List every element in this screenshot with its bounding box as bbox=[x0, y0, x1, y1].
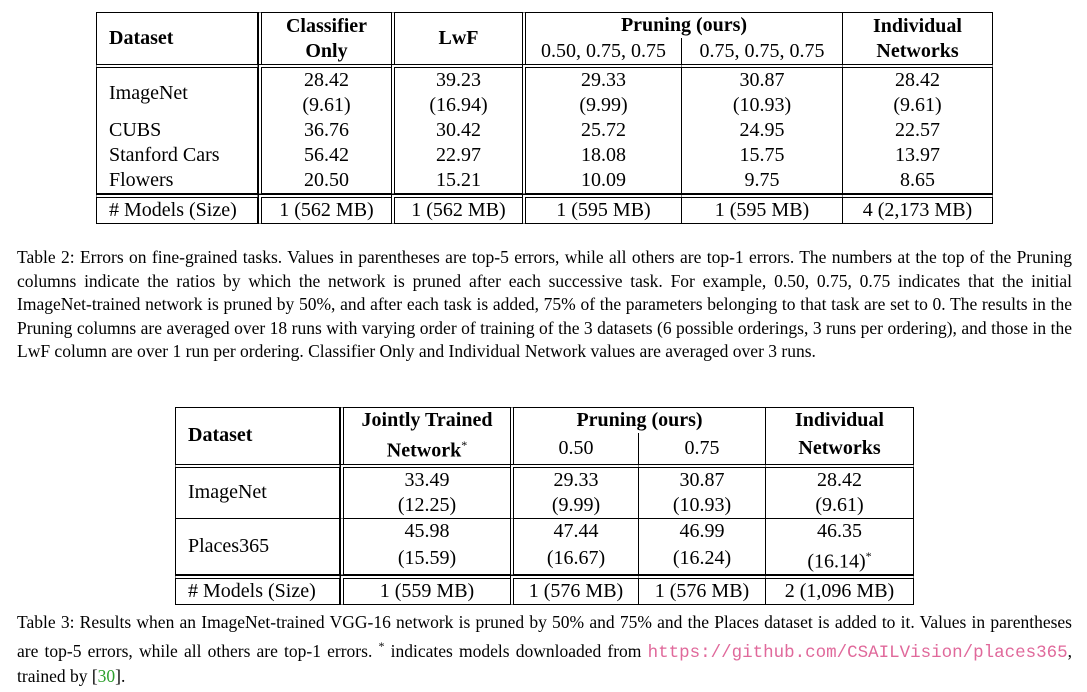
cell: (9.99) bbox=[522, 93, 681, 118]
table2-header-individual: Individual Networks bbox=[843, 12, 993, 64]
cell: 15.75 bbox=[681, 143, 843, 168]
caption-text: ]. bbox=[115, 665, 126, 686]
cell: (10.93) bbox=[681, 93, 843, 118]
table3-header-pruning-sub1: 0.50 bbox=[510, 433, 638, 464]
cell: 9.75 bbox=[681, 168, 843, 194]
cell: 46.35 bbox=[766, 518, 914, 544]
row-label: ImageNet bbox=[175, 464, 340, 518]
cell: 29.33 bbox=[510, 464, 638, 493]
cell: 30.42 bbox=[391, 118, 522, 143]
cell: 29.33 bbox=[522, 64, 681, 93]
cell: 28.42 bbox=[258, 64, 391, 93]
table3-header-individual-line1: Individual bbox=[766, 407, 914, 433]
table3-caption bbox=[17, 611, 1072, 688]
cell: 1 (559 MB) bbox=[340, 575, 510, 605]
table-row bbox=[175, 518, 914, 544]
table2-header-classifier-only: Classifier Only bbox=[258, 12, 391, 64]
cell: 10.09 bbox=[522, 168, 681, 194]
table3-header-joint-line2 bbox=[340, 433, 510, 464]
cell: 36.76 bbox=[258, 118, 391, 143]
cell: 28.42 bbox=[843, 64, 993, 93]
cell: (16.24) bbox=[638, 544, 766, 576]
cell: 4 (2,173 MB) bbox=[843, 194, 993, 224]
cell: (10.93) bbox=[638, 493, 766, 518]
cell: 24.95 bbox=[681, 118, 843, 143]
cell: 45.98 bbox=[340, 518, 510, 544]
table3-header-pruning-sub2: 0.75 bbox=[638, 433, 766, 464]
table2-caption: Table 2: Errors on fine-grained tasks. Values in parentheses are top-5 errors, while all others are top-1 errors. The numbers at the top of the Pruning columns indicate the ratios by which the network is pruned after each successive task. For example, 0.50, 0.75, 0.75 indicates that the initial ImageNet-trained network is pruned by 50%, and after each task is added, 75% of the parameters belonging to that task are set to 0. The results in the Pruning columns are averaged over 18 runs with varying order of training of the 3 datasets (6 possible orderings, 3 runs per ordering), and those in the LwF column are over 1 run per ordering. Classifier Only and Individual Network values are averaged over 3 runs. bbox=[17, 247, 1072, 361]
github-link[interactable]: https://github.com/CSAILVision/places365 bbox=[647, 642, 1068, 663]
table3-header-joint-line1: Jointly Trained bbox=[340, 407, 510, 433]
cell: 1 (562 MB) bbox=[391, 194, 522, 224]
cell: 56.42 bbox=[258, 143, 391, 168]
cell: (15.59) bbox=[340, 544, 510, 576]
table2-header-pruning-sub2: 0.75, 0.75, 0.75 bbox=[681, 38, 843, 64]
caption-text: Table 3: Results when an ImageNet-trained VGG-16 network is pruned by 50% and 75% and the Places dataset is added to it. Values in parentheses are top-5 errors, while all others are top-1 errors. bbox=[17, 612, 1072, 661]
table2-header-pruning-sub1: 0.50, 0.75, 0.75 bbox=[522, 38, 681, 64]
cell: 20.50 bbox=[258, 168, 391, 194]
caption-text: , trained by [ bbox=[17, 640, 1073, 686]
table-row-models bbox=[175, 575, 914, 605]
table-2 bbox=[96, 12, 993, 224]
table3-header-dataset: Dataset bbox=[175, 407, 340, 464]
cell: 15.21 bbox=[391, 168, 522, 194]
cell: (9.61) bbox=[258, 93, 391, 118]
cell: 1 (562 MB) bbox=[258, 194, 391, 224]
cell: 47.44 bbox=[510, 518, 638, 544]
cell: 46.99 bbox=[638, 518, 766, 544]
cell: 1 (576 MB) bbox=[510, 575, 638, 605]
cell: 13.97 bbox=[843, 143, 993, 168]
table-row bbox=[175, 464, 914, 493]
cell: (12.25) bbox=[340, 493, 510, 518]
table-row bbox=[96, 168, 993, 194]
cell: (9.61) bbox=[766, 493, 914, 518]
cell: 22.57 bbox=[843, 118, 993, 143]
table2-header-lwf: LwF bbox=[391, 12, 522, 64]
row-label: CUBS bbox=[96, 118, 258, 143]
table-row bbox=[96, 143, 993, 168]
cell bbox=[766, 544, 914, 576]
cell: 25.72 bbox=[522, 118, 681, 143]
cell: 8.65 bbox=[843, 168, 993, 194]
cell: (9.61) bbox=[843, 93, 993, 118]
table3-header-individual-line2: Networks bbox=[766, 433, 914, 464]
cell: 1 (576 MB) bbox=[638, 575, 766, 605]
row-label: Places365 bbox=[175, 518, 340, 576]
asterisk-mark: * bbox=[865, 548, 872, 563]
cell: (9.99) bbox=[510, 493, 638, 518]
table-row-models bbox=[96, 194, 993, 224]
cell: 18.08 bbox=[522, 143, 681, 168]
cell: 33.49 bbox=[340, 464, 510, 493]
cell-value: (16.14) bbox=[807, 550, 866, 573]
table-row bbox=[96, 64, 993, 93]
table-3 bbox=[175, 407, 914, 605]
citation-link[interactable]: 30 bbox=[97, 665, 116, 686]
caption-text: indicates models downloaded from bbox=[390, 640, 642, 661]
cell: 30.87 bbox=[638, 464, 766, 493]
cell: 2 (1,096 MB) bbox=[766, 575, 914, 605]
table2-header-pruning: Pruning (ours) bbox=[522, 12, 843, 38]
cell: 1 (595 MB) bbox=[522, 194, 681, 224]
cell: (16.67) bbox=[510, 544, 638, 576]
cell: (16.94) bbox=[391, 93, 522, 118]
cell: 30.87 bbox=[681, 64, 843, 93]
cell: 28.42 bbox=[766, 464, 914, 493]
row-label: ImageNet bbox=[96, 64, 258, 118]
table3-header-pruning: Pruning (ours) bbox=[510, 407, 766, 433]
row-label: # Models (Size) bbox=[96, 194, 258, 224]
table2-header-dataset: Dataset bbox=[96, 12, 258, 64]
row-label: # Models (Size) bbox=[175, 575, 340, 605]
asterisk-mark: * bbox=[461, 438, 468, 452]
table-row bbox=[96, 118, 993, 143]
joint-network-label: Network bbox=[386, 439, 462, 462]
row-label: Flowers bbox=[96, 168, 258, 194]
cell: 39.23 bbox=[391, 64, 522, 93]
cell: 1 (595 MB) bbox=[681, 194, 843, 224]
cell: 22.97 bbox=[391, 143, 522, 168]
row-label: Stanford Cars bbox=[96, 143, 258, 168]
asterisk-mark: * bbox=[378, 638, 385, 653]
